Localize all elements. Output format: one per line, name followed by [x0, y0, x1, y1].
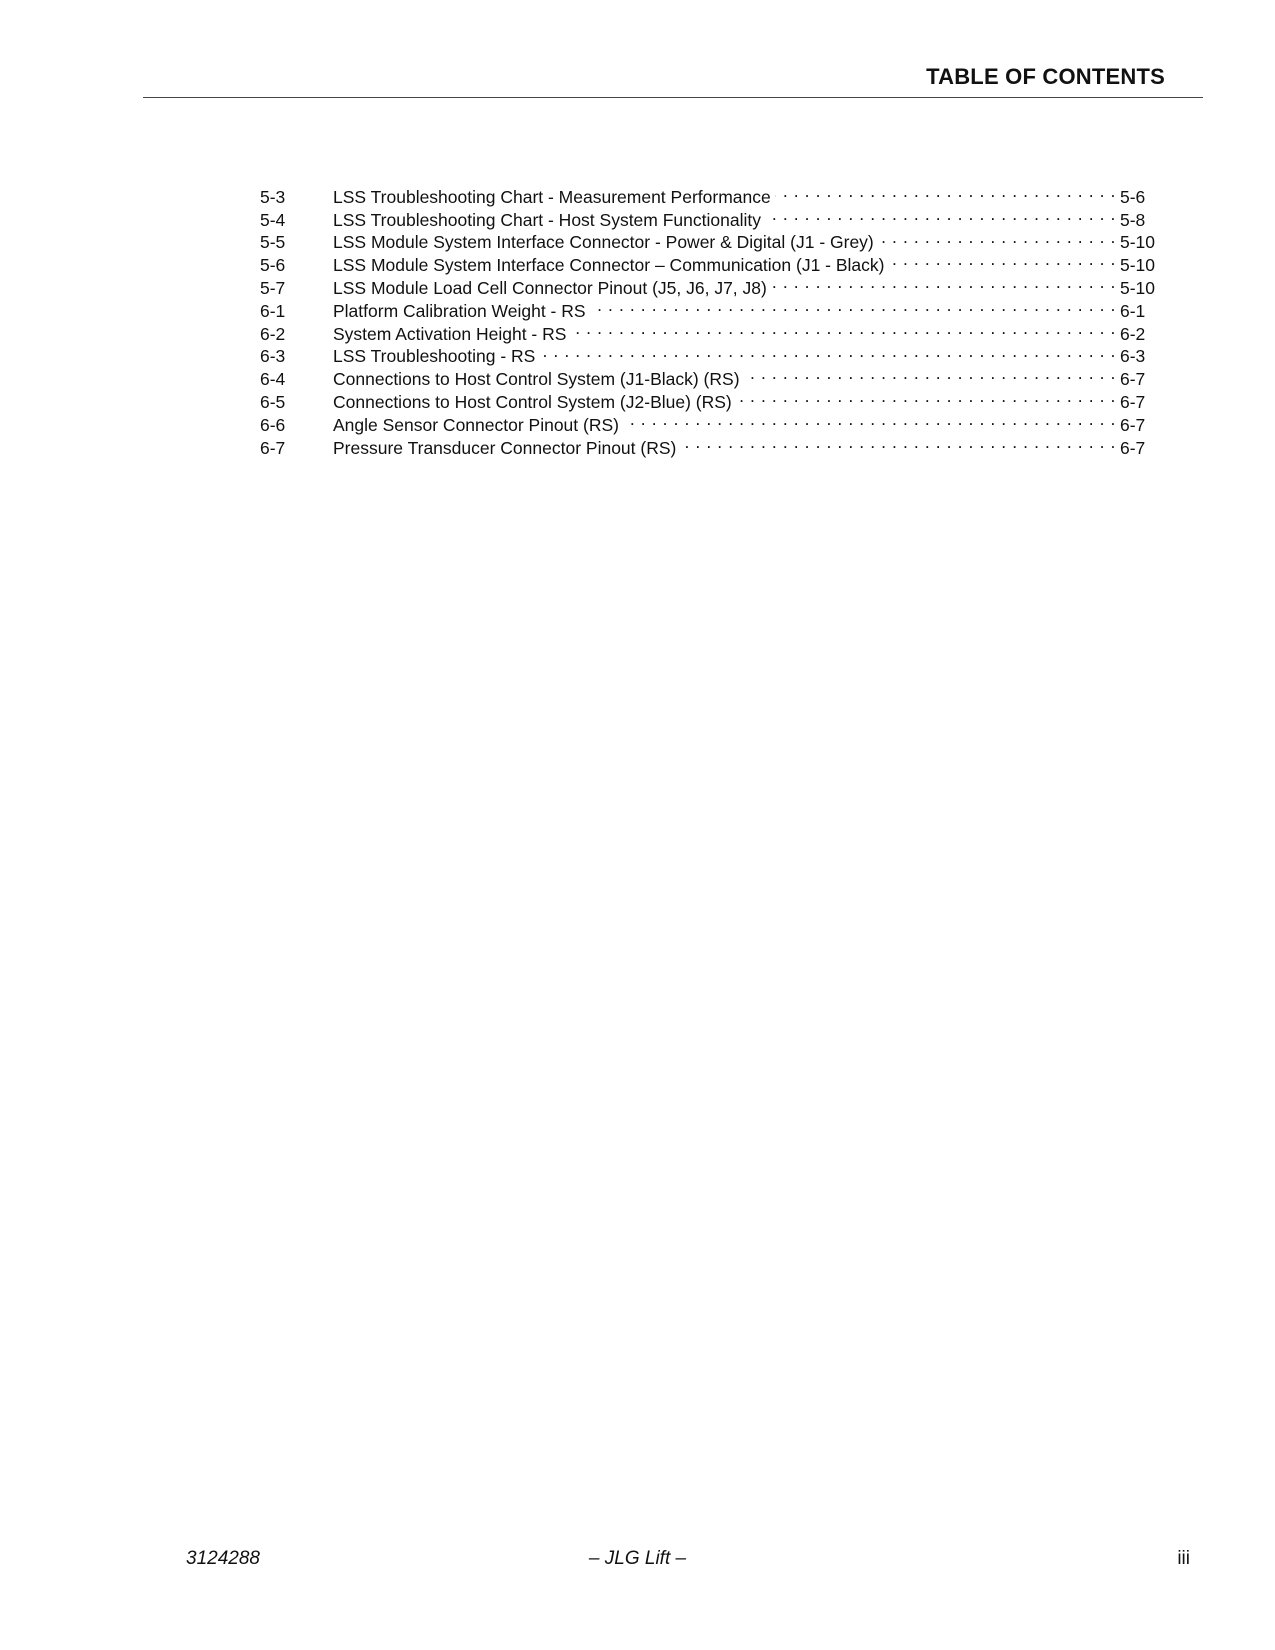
toc-entry-page: 5-8: [1120, 209, 1146, 230]
toc-dot-leader: [680, 431, 1116, 454]
footer-doc-number: 3124288: [186, 1548, 260, 1569]
toc-entry-title: System Activation Height - RS: [333, 323, 567, 344]
header-divider: [143, 97, 1203, 98]
toc-entry-page: 6-7: [1120, 369, 1146, 390]
toc-entry-title: Platform Calibration Weight - RS: [333, 300, 586, 321]
toc-entry-page: 6-1: [1120, 300, 1146, 321]
toc-entry-title: Connections to Host Control System (J1-Black) (RS): [333, 369, 740, 390]
toc-entry-page: 6-2: [1120, 323, 1146, 344]
toc-entry-title: Angle Sensor Connector Pinout (RS): [333, 414, 619, 435]
toc-entry-number: 6-7: [260, 437, 286, 458]
toc-entry-number: 5-3: [260, 186, 286, 207]
toc-entry-title: Pressure Transducer Connector Pinout (RS): [333, 437, 677, 458]
toc-entry-number: 6-4: [260, 369, 286, 390]
toc-dot-leader: [744, 362, 1116, 385]
toc-entry-page: 6-7: [1120, 414, 1146, 435]
toc-entry-page: 6-7: [1120, 391, 1146, 412]
toc-entry-number: 5-7: [260, 277, 286, 298]
toc-entry-title: LSS Troubleshooting Chart - Measurement Performance: [333, 186, 771, 207]
toc-entry-title: LSS Module System Interface Connector – Communication (J1 - Black): [333, 255, 885, 276]
toc-entry-number: 5-4: [260, 209, 286, 230]
toc-entry-number: 6-5: [260, 391, 286, 412]
toc-entry-page: 6-7: [1120, 437, 1146, 458]
toc-entry-number: 5-5: [260, 232, 286, 253]
toc-entry-title: LSS Troubleshooting - RS: [333, 346, 536, 367]
toc-entry-number: 6-6: [260, 414, 286, 435]
toc-entry-title: LSS Module Load Cell Connector Pinout (J5, J6, J7, J8): [333, 277, 767, 298]
toc-entry-page: 6-3: [1120, 346, 1146, 367]
toc-entry-number: 6-2: [260, 323, 286, 344]
toc-dot-leader: [539, 340, 1116, 363]
toc-list: [260, 180, 1160, 458]
toc-entry-page: 5-6: [1120, 186, 1146, 207]
toc-entry-page: 5-10: [1120, 232, 1156, 253]
toc-dot-leader: [775, 180, 1116, 203]
page-title: TABLE OF CONTENTS: [926, 64, 1165, 89]
toc-entry-page: 5-10: [1120, 277, 1156, 298]
toc-entry-title: Connections to Host Control System (J2-Blue) (RS): [333, 391, 732, 412]
toc-entry-number: 6-1: [260, 300, 286, 321]
toc-entry-title: LSS Module System Interface Connector - Power & Digital (J1 - Grey): [333, 232, 874, 253]
toc-dot-leader: [590, 294, 1116, 317]
toc-entry-title: LSS Troubleshooting Chart - Host System Functionality: [333, 209, 761, 230]
toc-dot-leader: [570, 317, 1116, 340]
toc-dot-leader: [771, 271, 1116, 294]
toc-entry[interactable]: [260, 180, 1160, 207]
toc-entry-page: 5-10: [1120, 255, 1156, 276]
toc-dot-leader: [623, 408, 1116, 431]
toc-entry-number: 6-3: [260, 346, 286, 367]
toc-dot-leader: [878, 226, 1116, 249]
toc-entry-number: 5-6: [260, 255, 286, 276]
toc-dot-leader: [765, 203, 1116, 226]
toc-dot-leader: [736, 385, 1116, 408]
toc-dot-leader: [888, 248, 1116, 271]
footer-brand: – JLG Lift –: [588, 1548, 687, 1569]
footer-page-number: iii: [1177, 1548, 1190, 1569]
